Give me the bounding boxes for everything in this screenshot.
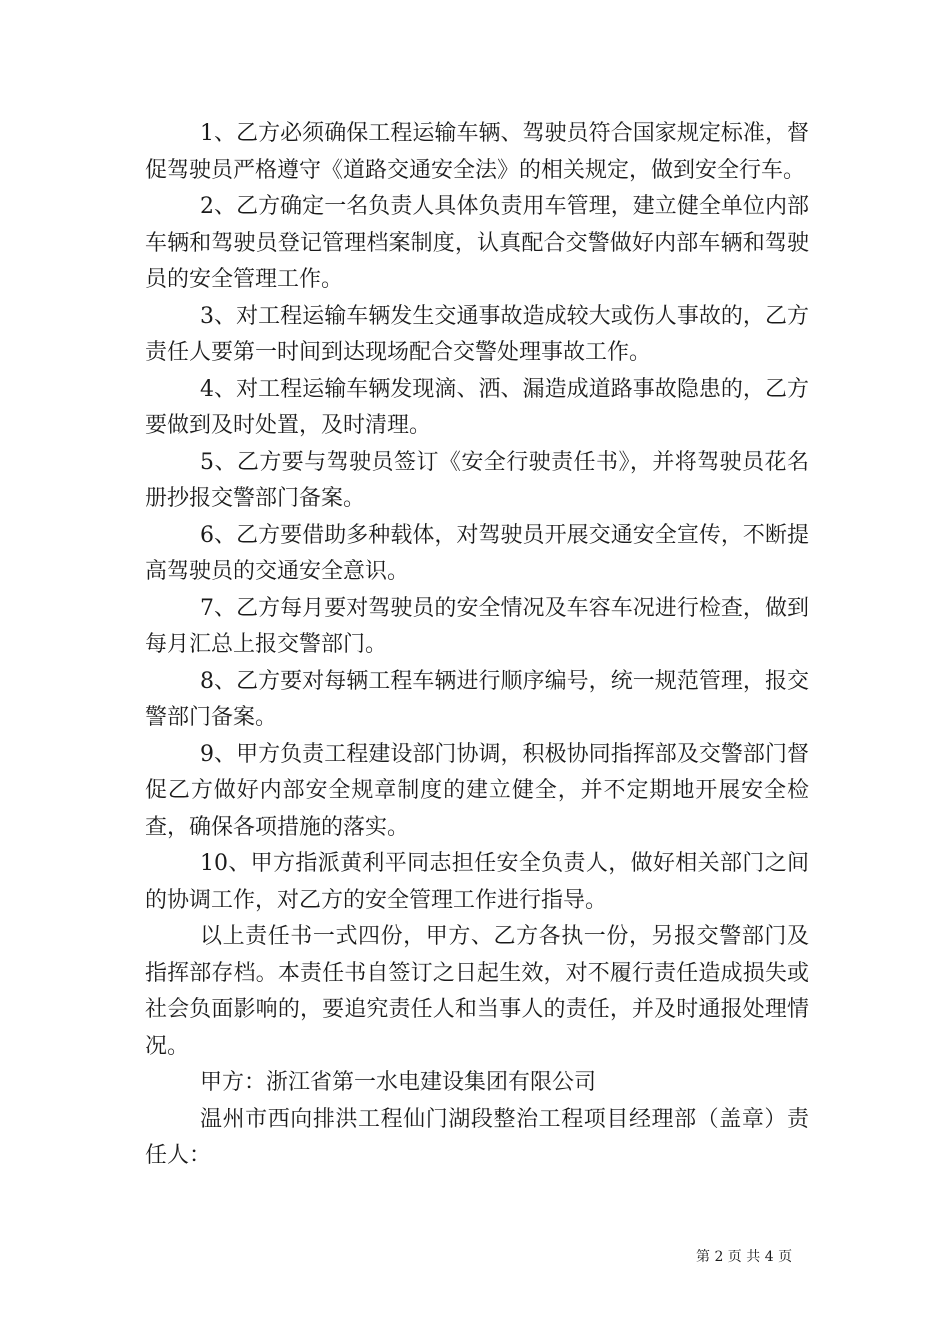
clause-9: 9、甲方负责工程建设部门协调，积极协同指挥部及交警部门督促乙方做好内部安全规章制度的建立健全，并不定期地开展安全检查，确保各项措施的落实。 bbox=[145, 741, 809, 840]
clause-5: 5、乙方要与驾驶员签订《安全行驶责任书》，并将驾驶员花名册抄报交警部门备案。 bbox=[145, 449, 809, 511]
copies-and-validity-paragraph: 以上责任书一式四份，甲方、乙方各执一份，另报交警部门及指挥部存档。本责任书自签订之日起生效，对不履行责任造成损失或社会负面影响的，要追究责任人和当事人的责任，并及时通报处理情况。 bbox=[145, 924, 809, 1059]
party-b-line: 温州市西向排洪工程仙门湖段整治工程项目经理部（盖章）责任人： bbox=[145, 1106, 809, 1168]
clause-8: 8、乙方要对每辆工程车辆进行顺序编号，统一规范管理，报交警部门备案。 bbox=[145, 668, 809, 730]
document-body bbox=[145, 116, 809, 1175]
clause-6: 6、乙方要借助多种载体，对驾驶员开展交通安全宣传，不断提高驾驶员的交通安全意识。 bbox=[145, 522, 809, 584]
clause-4: 4、对工程运输车辆发现滴、洒、漏造成道路事故隐患的，乙方要做到及时处置，及时清理。 bbox=[145, 376, 809, 438]
clause-2: 2、乙方确定一名负责人具体负责用车管理，建立健全单位内部车辆和驾驶员登记管理档案制度，认真配合交警做好内部车辆和驾驶员的安全管理工作。 bbox=[145, 194, 809, 292]
party-a-line: 甲方：浙江省第一水电建设集团有限公司 bbox=[200, 1070, 597, 1095]
page-number-footer: 第 2 页 共 4 页 bbox=[696, 1249, 793, 1265]
clause-1: 1、乙方必须确保工程运输车辆、驾驶员符合国家规定标准，督促驾驶员严格遵守《道路交通安全法》的相关规定，做到安全行车。 bbox=[145, 121, 809, 183]
clause-3: 3、对工程运输车辆发生交通事故造成较大或伤人事故的，乙方责任人要第一时间到达现场配合交警处理事故工作。 bbox=[145, 303, 809, 365]
clause-10: 10、甲方指派黄利平同志担任安全负责人，做好相关部门之间的协调工作，对乙方的安全管理工作进行指导。 bbox=[145, 851, 809, 913]
clause-7: 7、乙方每月要对驾驶员的安全情况及车容车况进行检查，做到每月汇总上报交警部门。 bbox=[145, 595, 809, 657]
